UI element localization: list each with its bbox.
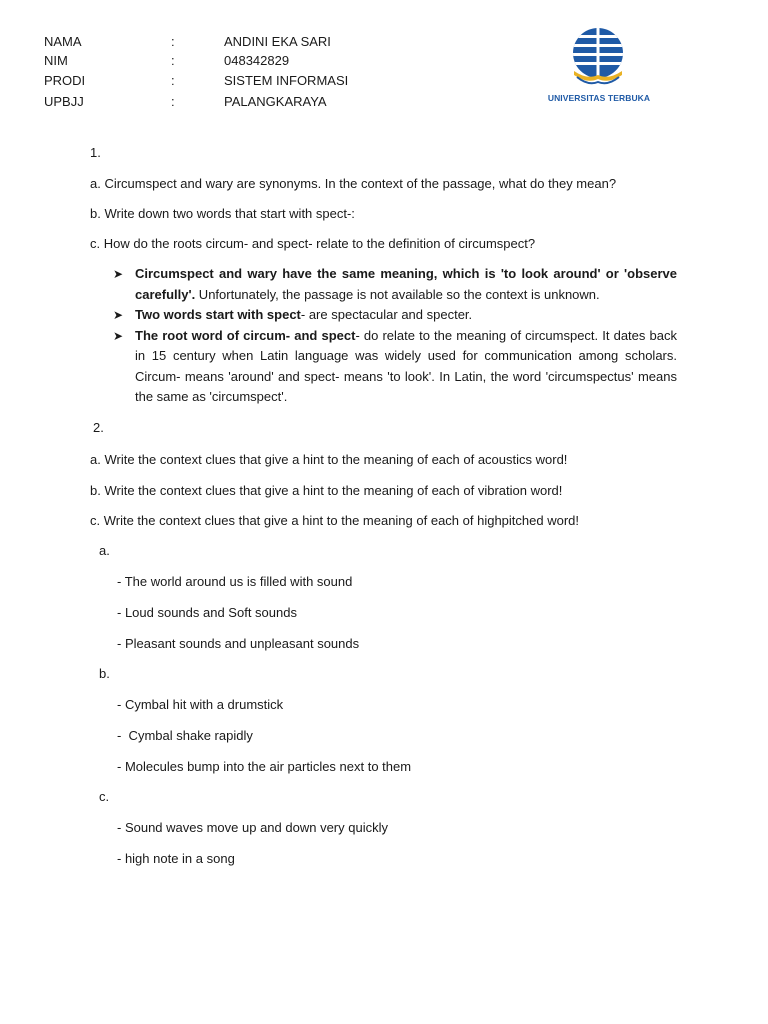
clue-item: - Cymbal hit with a drumstick [117,697,284,712]
clue-item: - Pleasant sounds and unpleasant sounds [117,636,360,651]
answer-item [113,264,677,305]
section-1-number: 1. [90,145,101,160]
section-2-number: 2. [93,420,104,435]
answer-bold: The root word of circum- and spect [135,327,356,343]
clue-item: - Sound waves move up and down very quickly [117,820,388,835]
value-prodi: SISTEM INFORMASI [224,73,349,88]
question-2a: a. Write the context clues that give a hint to the meaning of each of acoustics word! [90,452,568,467]
clue-item: - Cymbal shake rapidly [117,728,253,743]
label-prodi: PRODI [44,73,86,88]
part-label-c: c. [99,789,110,804]
colon: : [171,53,175,68]
clue-item: - The world around us is filled with sound [117,574,353,589]
question-2b: b. Write the context clues that give a hint to the meaning of each of vibration word! [90,483,563,498]
answer-list [113,264,677,408]
clue-item: - high note in a song [117,851,235,866]
label-nim: NIM [44,53,68,68]
arrow-bullet-icon: ➤ [113,267,124,281]
answer-bold: Circumspect and wary have the same meaning, which is 'to look around' or 'observe carefully'. [135,266,677,302]
part-label-b: b. [99,666,110,681]
label-nama: NAMA [44,34,82,49]
colon: : [171,94,175,109]
question-1b: b. Write down two words that start with spect-: [90,206,355,221]
value-nim: 048342829 [224,53,290,68]
university-logo [547,25,651,109]
answer-item [113,305,677,326]
question-2c: c. Write the context clues that give a hint to the meaning of each of highpitched word! [90,513,579,528]
question-1a: a. Circumspect and wary are synonyms. In the context of the passage, what do they mean? [90,176,617,191]
arrow-bullet-icon: ➤ [113,328,124,343]
value-upbjj: PALANGKARAYA [224,94,327,109]
label-upbjj: UPBJJ [44,94,84,109]
logo-text: UNIVERSITAS TERBUKA [547,93,651,103]
part-label-a: a. [99,543,110,558]
value-nama: ANDINI EKA SARI [224,34,331,49]
answer-bold: Two words start with spect [135,307,301,322]
answer-text: - are spectacular and specter. [300,307,473,322]
colon: : [171,73,175,88]
globe-book-icon [547,25,651,95]
colon: : [171,34,175,49]
answer-text: Unfortunately, the passage is not available so the context is unknown. [195,286,600,302]
clue-item: - Loud sounds and Soft sounds [117,605,297,620]
arrow-bullet-icon: ➤ [113,308,124,322]
answer-text: - do relate to the meaning of circumspect. It dates back in 15 century when Latin language was widely used for communication among scholars. Circum- means 'around' and spect- means 'to look'. In Latin, the word 'circumspectus' means the same as 'circumspect'. [135,327,677,404]
question-1c: c. How do the roots circum- and spect- relate to the definition of circumspect? [90,236,536,251]
clue-item: - Molecules bump into the air particles next to them [117,759,412,774]
answer-item [113,326,677,408]
